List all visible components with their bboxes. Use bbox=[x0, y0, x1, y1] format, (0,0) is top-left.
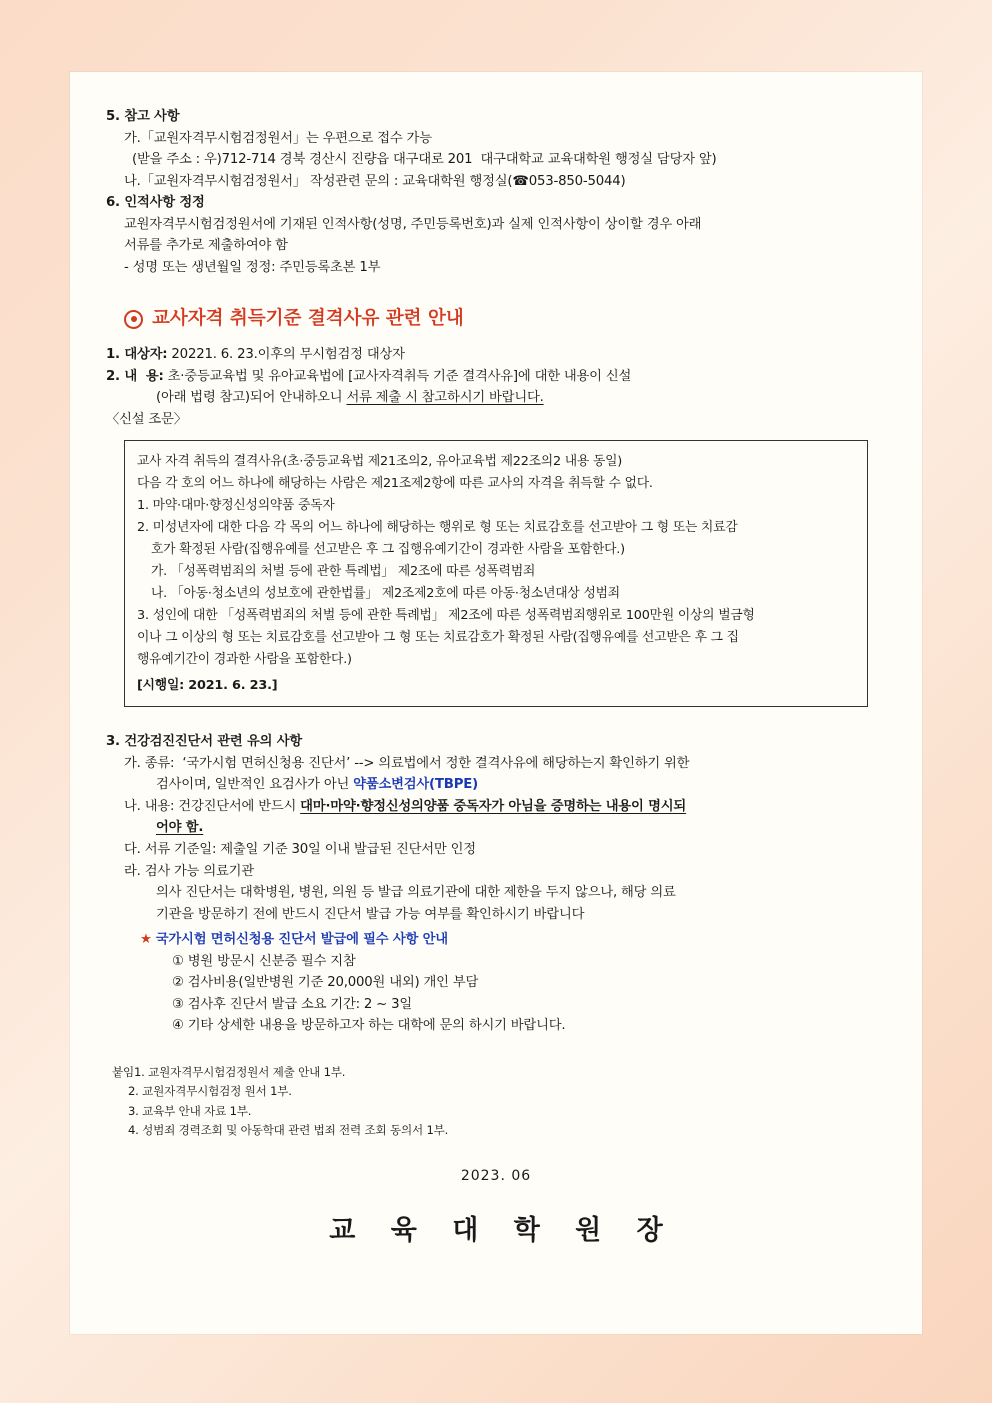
notice-item-2-line2-b: 서류 제출 시 참고하시기 바랍니다. bbox=[346, 390, 544, 406]
section-3 bbox=[106, 731, 886, 1036]
section-3-c-line: 다. 서류 기준일: 제출일 기준 30일 이내 발급된 진단서만 인정 bbox=[124, 842, 476, 857]
section-3-d-line: 라. 검사 가능 의료기관 bbox=[124, 863, 254, 879]
section-5-title: 5. 참고 사항 bbox=[106, 109, 180, 124]
bullseye-icon bbox=[124, 310, 143, 329]
section-5-item-2: (받을 주소 : 우)712-714 경북 경산시 진량읍 대구대로 201 대구대학교 교육대학원 행정실 담당자 앞) bbox=[124, 152, 717, 168]
law-line-4: 2. 미성년자에 대한 다음 각 목의 어느 하나에 해당하는 행위로 형 또는 치료감호를 선고받아 그 형 또는 치료감 bbox=[137, 520, 738, 536]
law-line-8: 3. 성인에 대한 「성폭력범죄의 처벌 등에 관한 특례법」 제2조에 따른 성폭력범죄행위로 100만원 이상의 벌금형 bbox=[137, 608, 755, 624]
notice-heading-text: 교사자격 취득기준 결격사유 관련 안내 bbox=[152, 308, 464, 330]
section-3-b-line1 bbox=[106, 796, 886, 818]
law-line-3: 1. 마약·대마·향정신성의약품 중독자 bbox=[137, 498, 335, 514]
section-3-a-line2-blue: 약품소변검사(TBPE) bbox=[353, 777, 479, 793]
notice-heading bbox=[106, 304, 886, 334]
attachments bbox=[106, 1063, 886, 1141]
law-line-10: 행유예기간이 경과한 사람을 포함한다.) bbox=[137, 652, 352, 668]
section-3-numbered-2: ② 검사비용(일반병원 기준 20,000원 내외) 개인 부담 bbox=[172, 975, 479, 991]
notice-item-2-text: 초·중등교육법 및 유아교육법에 [교사자격취득 기준 결격사유]에 대한 내용이 신설 bbox=[167, 368, 632, 384]
section-5-item-3: 나.「교원자격무시험검정원서」 작성관련 문의 : 교육대학원 행정실(☎053-850-5044) bbox=[124, 173, 626, 189]
section-6-title: 6. 인적사항 정정 bbox=[106, 195, 205, 211]
law-line-6: 가. 「성폭력범죄의 처벌 등에 관한 특례법」 제2조에 따른 성폭력범죄 bbox=[151, 564, 536, 580]
section-3-numbered-1: ① 병원 방문시 신분증 필수 지참 bbox=[172, 953, 356, 969]
law-line-1: 교사 자격 취득의 결격사유(초·중등교육법 제21조의2, 유아교육법 제22조의2 내용 동일) bbox=[137, 454, 623, 470]
section-3-b-line1-a: 나. 내용: 건강진단서에 반드시 bbox=[124, 798, 301, 814]
section-3-title: 3. 건강검진진단서 관련 유의 사항 bbox=[106, 734, 303, 750]
notice-item-2 bbox=[106, 366, 886, 388]
section-3-numbered-3: ③ 검사후 진단서 발급 소요 기간: 2 ~ 3일 bbox=[172, 996, 413, 1012]
notice-item-1-label: 1. 대상자: bbox=[106, 347, 168, 363]
notice-item-1 bbox=[106, 344, 886, 366]
document-page bbox=[70, 72, 922, 1334]
attachment-item-4: 4. 성범죄 경력조회 및 아동학대 관련 법죄 전력 조회 동의서 1부. bbox=[128, 1123, 449, 1138]
section-3-star-title: 국가시험 면허신청용 진단서 발급에 필수 사항 안내 bbox=[155, 932, 448, 948]
section-3-d-sub1: 의사 진단서는 대학병원, 병원, 의원 등 발급 의료기관에 대한 제한을 두지 않으나, 해당 의료 bbox=[156, 885, 676, 901]
section-3-b-line2: 어야 함. bbox=[156, 820, 204, 836]
section-3-numbered-4: ④ 기타 상세한 내용을 방문하고자 하는 대학에 문의 하시기 바랍니다. bbox=[172, 1018, 566, 1034]
attachment-line-1: 붙임1. 교원자격무시험검정원서 제출 안내 1부. bbox=[112, 1064, 346, 1079]
document-signature: 교 육 대 학 원 장 bbox=[329, 1215, 676, 1247]
law-effective-date: [시행일: 2021. 6. 23.] bbox=[137, 678, 278, 694]
section-3-b-line1-b: 대마·마약·향정신성의양품 중독자가 아님을 증명하는 내용이 명시되 bbox=[300, 798, 687, 814]
section-3-d-sub2: 기관을 방문하기 전에 반드시 진단서 발급 가능 여부를 확인하시기 바랍니다 bbox=[156, 906, 585, 922]
notice-item-2-line2-a: (아래 법령 참고)되어 안내하오니 bbox=[156, 390, 347, 406]
law-line-5: 호가 확정된 사람(집행유예를 선고받은 후 그 집행유예기간이 경과한 사람을 포함한다.) bbox=[151, 542, 625, 558]
notice-item-2-line2 bbox=[106, 387, 886, 409]
section-3-a-line1: 가. 종류: ‘국가시험 면허신청용 진단서’ --> 의료법에서 정한 결격사유에 해당하는지 확인하기 위한 bbox=[124, 755, 690, 771]
section-6-line-2: 서류를 추가로 제출하여야 함 bbox=[124, 238, 288, 254]
star-icon: ★ bbox=[140, 932, 152, 948]
section-3-a-line2-a: 검사이며, 일반적인 요검사가 아닌 bbox=[156, 777, 354, 793]
attachment-item-3: 3. 교육부 안내 자료 1부. bbox=[128, 1103, 252, 1118]
new-clause-title: 〈신설 조문〉 bbox=[106, 411, 187, 427]
law-box bbox=[124, 440, 868, 707]
notice-item-1-text: 20221. 6. 23.이후의 무시험검정 대상자 bbox=[171, 347, 405, 363]
section-3-a-line2 bbox=[106, 774, 886, 796]
notice-item-2-label: 2. 내 용: bbox=[106, 368, 164, 384]
law-line-7: 나. 「아동·청소년의 성보호에 관한법률」 제2조제2호에 따른 아동·청소년대상 성범죄 bbox=[151, 586, 620, 602]
section-6-line-1: 교원자격무시험검정원서에 기재된 인적사항(성명, 주민등록번호)과 실제 인적사항이 상이할 경우 아래 bbox=[124, 216, 702, 232]
section-6-line-3: - 성명 또는 생년월일 정정: 주민등록초본 1부 bbox=[124, 259, 381, 275]
law-line-9: 이나 그 이상의 형 또는 치료감호를 선고받아 그 형 또는 치료감호가 확정된 사람(집행유예를 선고받은 후 그 집 bbox=[137, 630, 739, 646]
law-line-2: 다음 각 호의 어느 하나에 해당하는 사람은 제21조제2항에 따른 교사의 자격을 취득할 수 없다. bbox=[137, 476, 653, 492]
attachment-item-2: 2. 교원자격무시험검정 원서 1부. bbox=[128, 1084, 292, 1099]
document-body bbox=[70, 72, 922, 1253]
document-date: 2023. 06 bbox=[460, 1167, 532, 1184]
section-3-star-line bbox=[106, 929, 886, 951]
section-5-item-1: 가.「교원자격무시험검정원서」는 우편으로 접수 가능 bbox=[124, 130, 432, 146]
